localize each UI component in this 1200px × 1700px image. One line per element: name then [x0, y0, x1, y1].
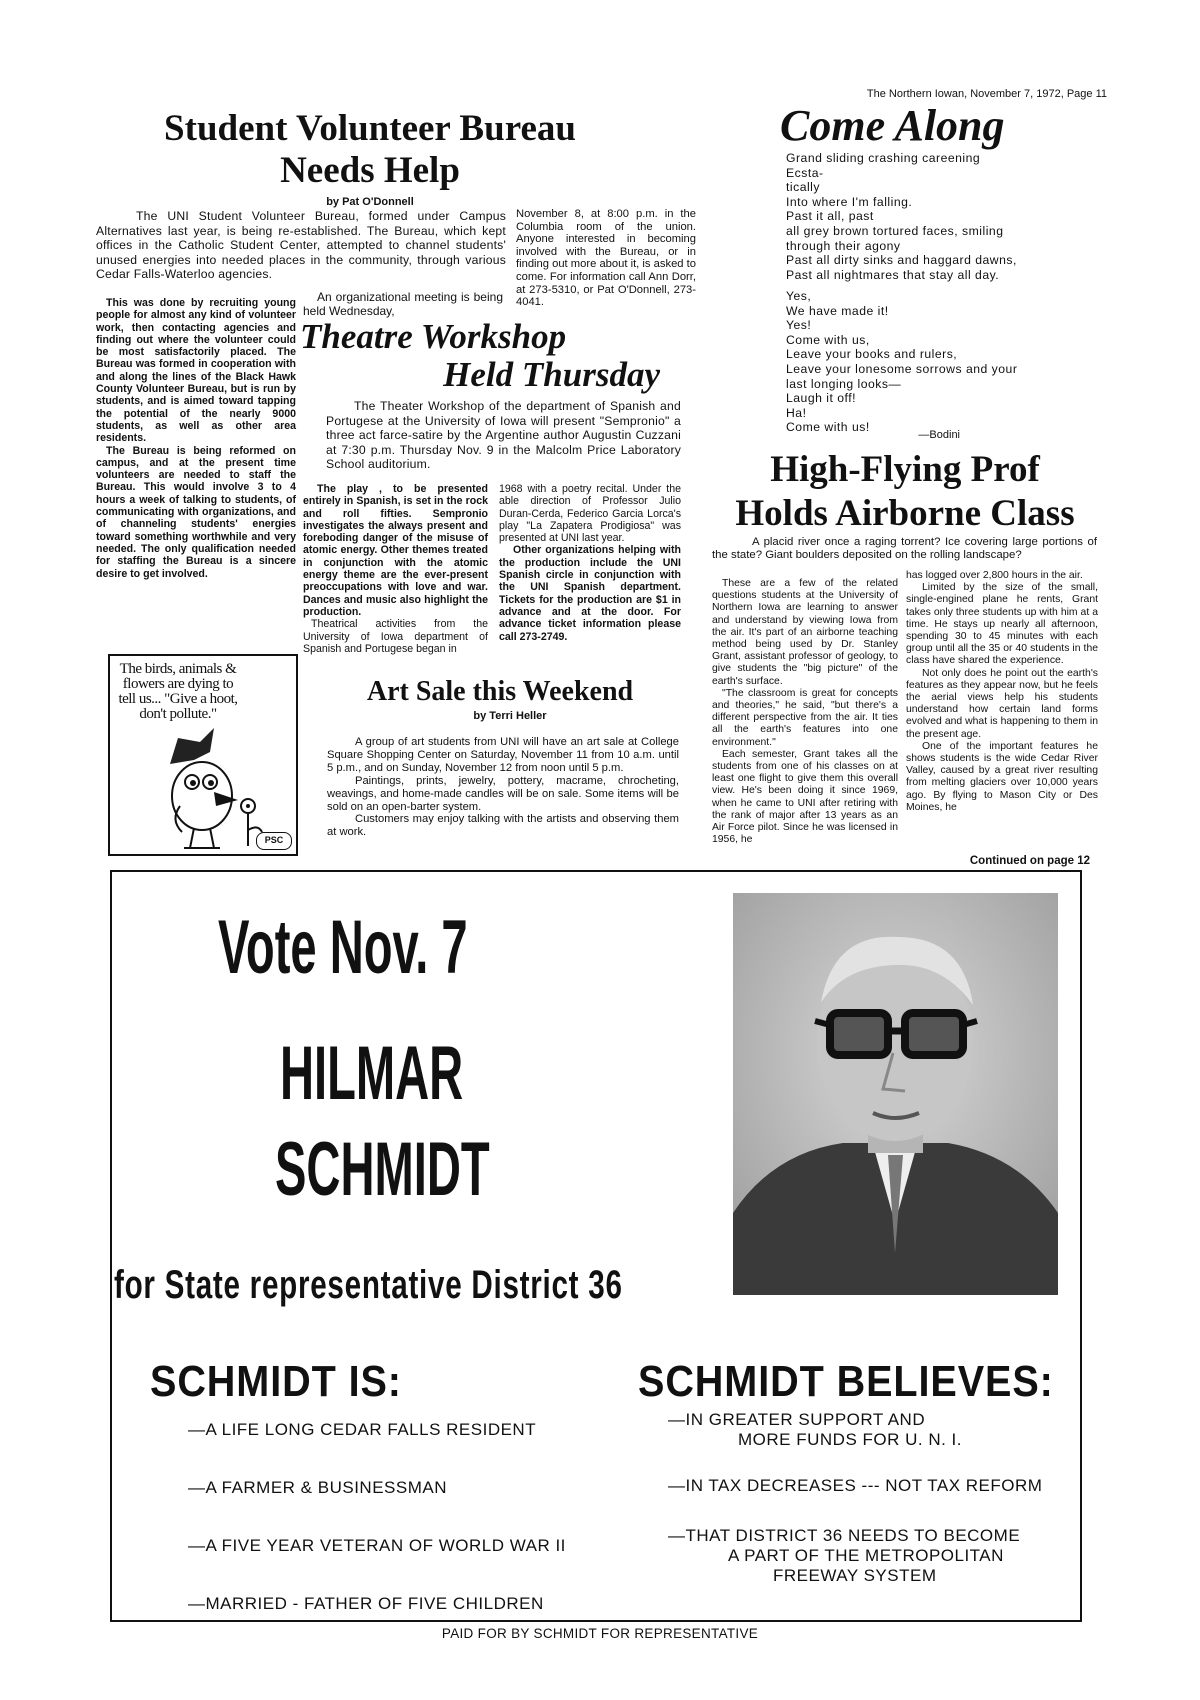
- volunteer-p4: November 8, at 8:00 p.m. in the Columbia room of the union. Anyone interested in becoming involved with the Bureau, or in finding out more about it, is asked to come. For information call Ann Dorr, at 273-5310, or Pat O'Donnell, 273-4041.: [516, 208, 696, 309]
- poem-line: Yes,: [786, 289, 812, 303]
- volunteer-headline-line2: Needs Help: [280, 150, 460, 191]
- ad-believes-item-cont: FREEWAY SYSTEM: [773, 1566, 937, 1585]
- psc-logo: [256, 832, 292, 850]
- psc-logo-text: PSC: [264, 835, 284, 845]
- ad-is-item: —A FIVE YEAR VETERAN OF WORLD WAR II: [188, 1536, 566, 1555]
- poem-line: Past all nightmares that stay all day.: [786, 267, 1000, 282]
- prof-col2-p1: has logged over 2,800 hours in the air.: [906, 570, 1083, 581]
- ad-name-last: [275, 1127, 621, 1212]
- ad-is-item: —A FARMER & BUSINESSMAN: [188, 1478, 447, 1497]
- art-byline: by Terri Heller: [473, 710, 547, 722]
- prof-col1-p2: "The classroom is great for concepts and theories," he said, "but there's a different perspective from the air. It ties all the earth's features into one environment.": [712, 687, 898, 748]
- ad-is-item: —A LIFE LONG CEDAR FALLS RESIDENT: [188, 1420, 537, 1439]
- prof-col2-p4: One of the important features he shows students is the wide Cedar River Valley, caused by a great river resulting from melting glaciers over 10,000 years ago. By flying to Mason City or Des Moines, he: [906, 740, 1098, 813]
- prof-lead: A placid river once a raging torrent? Ice covering large portions of the state? Giant boulders deposited on the rolling landscape?: [712, 536, 1097, 562]
- prof-headline: [700, 448, 1110, 536]
- poem-line: Yes!: [786, 318, 812, 333]
- volunteer-headline-line1: Student Volunteer Bureau: [164, 108, 576, 149]
- poem-line: Past it all, past: [786, 209, 874, 224]
- prof-col2: [906, 570, 1098, 814]
- ad-believes-list: [668, 1410, 1078, 1586]
- poem-stanza1: [786, 151, 1086, 282]
- prof-col1: [712, 578, 898, 846]
- theatre-col2: [499, 483, 681, 643]
- poem-line: Leave your lonesome sorrows and your: [786, 361, 1018, 376]
- owl-illustration: [110, 656, 296, 854]
- theatre-col2-bold: Other organizations helping with the production include the UNI Spanish circle in conjunction with the UNI Spanish department. Tickets for the production are $1 in advance and at the door. For advance ticket information please call 273-2749.: [499, 544, 681, 643]
- ad-believes-item-cont: A PART OF THE METROPOLITAN: [728, 1546, 1004, 1565]
- ad-vote: [218, 905, 621, 990]
- prof-continued: Continued on page 12: [969, 855, 1090, 867]
- poem-line: Ha!: [786, 405, 807, 420]
- prof-headline-line2: Holds Airborne Class: [735, 493, 1075, 534]
- poem-line: We have made it!: [786, 303, 889, 318]
- ad-believes-item-cont: MORE FUNDS FOR U. N. I.: [738, 1430, 962, 1449]
- volunteer-lead: The UNI Student Volunteer Bureau, formed under Campus Alternatives last year, is being re-established. The Bureau, which kept offices in the Catholic Student Center, attempted to channel students' unused energies into needed places in the community, through various Cedar Falls-Waterloo agencies.: [96, 209, 506, 282]
- poem-line: Into where I'm falling.: [786, 194, 913, 209]
- poem-line: Come with us!: [786, 420, 870, 435]
- volunteer-p3: An organizational meeting is being held Wednesday,: [303, 290, 503, 318]
- poem-title: Come Along: [780, 101, 1005, 150]
- poem-line: tically: [786, 180, 820, 195]
- psa-text: The birds, animals & flowers are dying to tell us... "Give a hoot, don't pollute.": [118, 661, 238, 722]
- poem-line: Past all dirty sinks and haggard dawns,: [786, 253, 1017, 268]
- volunteer-p2: The Bureau is being reformed on campus, and at the present time volunteers are needed to staff the Bureau. This would involve 3 to 4 hours a week of talking to students, of communicating with organizations, and of channeling students' energies toward something worthwhile and very needed. The only qualification needed for staffing the Bureau is a sincere desire to get involved.: [96, 444, 296, 580]
- art-body: [327, 736, 679, 839]
- ad-district-text: for State representative District 36: [114, 1263, 623, 1307]
- art-headline: Art Sale this Weekend: [366, 676, 634, 707]
- poem-line: Grand sliding crashing careening: [786, 151, 981, 165]
- ad-name-last-text: SCHMIDT: [275, 1127, 490, 1212]
- volunteer-headline: [110, 108, 630, 192]
- prof-col2-p3: Not only does he point out the earth's features as they appear now, but he feels the aerial views help his students understand how certain land forms evolved and what is happening to them in the present age.: [906, 667, 1098, 740]
- poem-line: Laugh it off!: [786, 391, 856, 406]
- theatre-headline-line1: Theatre Workshop: [300, 317, 567, 356]
- psa-ad: [108, 654, 298, 856]
- poem-line: last longing looks—: [786, 376, 902, 391]
- ad-is-list: [188, 1420, 568, 1624]
- ad-is-item: —MARRIED - FATHER OF FIVE CHILDREN: [188, 1594, 544, 1613]
- volunteer-col1: [96, 297, 296, 580]
- ad-district: [114, 1263, 801, 1307]
- volunteer-byline: by Pat O'Donnell: [326, 196, 414, 208]
- poem-line: Ecsta-: [786, 165, 824, 180]
- theatre-col1-rest: Theatrical activities from the University of Iowa department of Spanish and Portugese began in: [303, 618, 488, 655]
- poem-line: through their agony: [786, 238, 901, 253]
- ad-name-first: [280, 1031, 576, 1116]
- theatre-col1: [303, 483, 488, 655]
- art-p3: Customers may enjoy talking with the artists and observing them at work.: [327, 813, 679, 839]
- ad-name-first-text: HILMAR: [280, 1031, 464, 1116]
- ad-believes-item: —THAT DISTRICT 36 NEEDS TO BECOME: [668, 1526, 1021, 1545]
- ad-believes-title: [638, 1358, 1100, 1406]
- volunteer-p1: This was done by recruiting young people for almost any kind of volunteer work, then contacting agencies and finding out where the volunteer could be most satisfactorily placed. The Bureau was formed in cooperation with and along the lines of the Black Hawk County Volunteer Bureau, but is run by students, and is aimed toward tapping the potential of the nearly 9000 students, as well as other area residents.: [96, 297, 296, 445]
- theatre-col1-bold: The play , to be presented entirely in Spanish, is set in the rock and roll fifties. Sempronio investigates the always present and foreboding danger of the misuse of atomic energy. Other themes treated in conjunction with the atomic energy theme are the ever-present preoccupations with love and war. Dances and music also highlight the production.: [303, 483, 488, 618]
- ad-is-title-text: SCHMIDT IS:: [150, 1357, 402, 1406]
- prof-col1-p3: Each semester, Grant takes all the students from one of his classes on at least one flight to give them this overall view. He's been doing it since 1969, when he came to UNI after retiring with the rank of major after 13 years as an Air Force pilot. Since he was licensed in 1956, he: [712, 748, 898, 846]
- prof-headline-line1: High-Flying Prof: [770, 449, 1040, 490]
- candidate-portrait-icon: [733, 893, 1058, 1295]
- ad-believes-item: —IN TAX DECREASES --- NOT TAX REFORM: [668, 1476, 1043, 1495]
- theatre-headline-line2: Held Thursday: [443, 355, 660, 394]
- poem-stanza2: [786, 289, 1086, 435]
- poem-line: all grey brown tortured faces, smiling: [786, 223, 1004, 238]
- art-p2: Paintings, prints, jewelry, pottery, macrame, chrocheting, weavings, and home-made candles will be on sale. Some items will be sold on an open-barter system.: [327, 774, 679, 813]
- theatre-col2-text: 1968 with a poetry recital. Under the able direction of Professor Julio Duran-Cerda, Federico Garcia Lorca's play "La Zapatera Prodigiosa" was presented at UNI last year.: [499, 483, 681, 545]
- poem-line: Come with us,: [786, 332, 870, 347]
- poem-author: —Bodini: [918, 429, 960, 441]
- poem-line: Leave your books and rulers,: [786, 347, 958, 362]
- theatre-lead: The Theater Workshop of the department of Spanish and Portugese at the University of Iowa will present "Sempronio" a three act farce-satire by the Argentine author Augustin Cuzzani at 7:30 p.m. Thursday Nov. 9 in the Malcolm Price Laboratory School auditorium.: [326, 399, 681, 472]
- art-p1: A group of art students from UNI will have an art sale at College Square Shopping Center on Saturday, November 11 from 10 a.m. until 5 p.m., and on Sunday, November 12 from noon until 5 p.m.: [327, 736, 679, 774]
- ad-vote-text: Vote Nov. 7: [218, 905, 468, 990]
- owl-hat-icon: [170, 728, 214, 764]
- theatre-headline: [300, 318, 680, 394]
- ad-paid-by: PAID FOR BY SCHMIDT FOR REPRESENTATIVE: [441, 1626, 759, 1641]
- ad-is-title: [150, 1358, 430, 1406]
- masthead: The Northern Iowan, November 7, 1972, Page 11: [866, 88, 1107, 100]
- prof-col1-p1: These are a few of the related questions students at the University of Northern Iowa are learning to answer and understand by viewing Iowa from the air. It's part of an airborne teaching method being used by Dr. Stanley Grant, assistant professor of geology, to give students the "big picture" of the earth's surface.: [712, 578, 898, 687]
- ad-believes-item: —IN GREATER SUPPORT AND: [668, 1410, 926, 1429]
- prof-col2-p2: Limited by the size of the small, single-engined plane he rents, Grant takes only three students up with him at a time. He stays up nearly all afternoon, spending 30 to 45 minutes with each group until all the 35 or 40 students in the class have shared the experience.: [906, 582, 1098, 667]
- candidate-photo: [733, 893, 1058, 1295]
- ad-believes-title-text: SCHMIDT BELIEVES:: [638, 1357, 1054, 1406]
